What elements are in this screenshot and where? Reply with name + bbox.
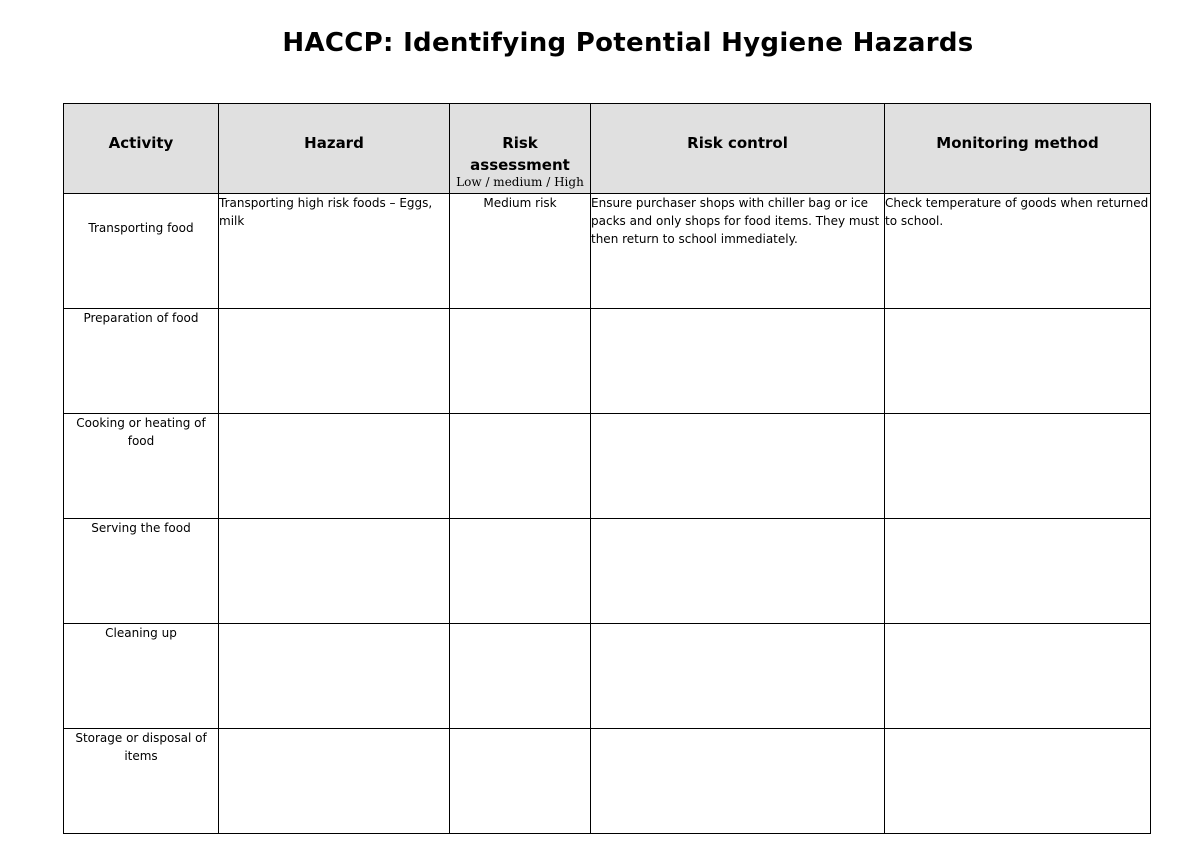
risk-control-cell[interactable] [591,729,885,834]
page-title: HACCP: Identifying Potential Hygiene Hazards [282,28,974,58]
risk-control-cell[interactable] [591,624,885,729]
risk-assessment-scale: Low / medium / High [456,175,584,189]
activity-cell: Cleaning up [64,624,219,729]
risk-control-cell[interactable] [591,309,885,414]
monitoring-method-cell[interactable]: Check temperature of goods when returned to school. [885,194,1151,309]
monitoring-method-cell[interactable] [885,729,1151,834]
activity-cell: Preparation of food [64,309,219,414]
table-row [64,729,1151,834]
monitoring-method-cell[interactable] [885,519,1151,624]
activity-cell: Serving the food [64,519,219,624]
risk-assessment-cell[interactable] [450,624,591,729]
column-header-hazard: Hazard [219,104,450,194]
risk-control-cell[interactable] [591,519,885,624]
activity-cell: Cooking or heating of food [64,414,219,519]
table-row [64,519,1151,624]
column-header-risk-assessment [450,104,591,194]
risk-assessment-cell[interactable] [450,414,591,519]
table-row [64,414,1151,519]
hazard-cell[interactable] [219,414,450,519]
risk-assessment-cell[interactable] [450,519,591,624]
monitoring-method-cell[interactable] [885,624,1151,729]
column-header-monitoring-method: Monitoring method [885,104,1151,194]
activity-cell: Transporting food [64,194,219,309]
table-row [64,194,1151,309]
hazard-cell[interactable] [219,519,450,624]
monitoring-method-cell[interactable] [885,414,1151,519]
risk-assessment-label: Risk assessment [470,134,570,174]
risk-assessment-cell[interactable] [450,729,591,834]
column-header-activity: Activity [64,104,219,194]
hazard-cell[interactable] [219,729,450,834]
hazard-cell[interactable]: Transporting high risk foods – Eggs, milk [219,194,450,309]
haccp-table [63,103,1151,834]
column-header-risk-control: Risk control [591,104,885,194]
hazard-cell[interactable] [219,624,450,729]
activity-cell: Storage or disposal of items [64,729,219,834]
risk-assessment-cell[interactable] [450,309,591,414]
table-row [64,624,1151,729]
monitoring-method-cell[interactable] [885,309,1151,414]
hazard-cell[interactable] [219,309,450,414]
table-row [64,309,1151,414]
header-row [64,104,1151,194]
risk-assessment-cell[interactable]: Medium risk [450,194,591,309]
risk-control-cell[interactable]: Ensure purchaser shops with chiller bag or ice packs and only shops for food items. They must then return to school immediately. [591,194,885,309]
risk-control-cell[interactable] [591,414,885,519]
